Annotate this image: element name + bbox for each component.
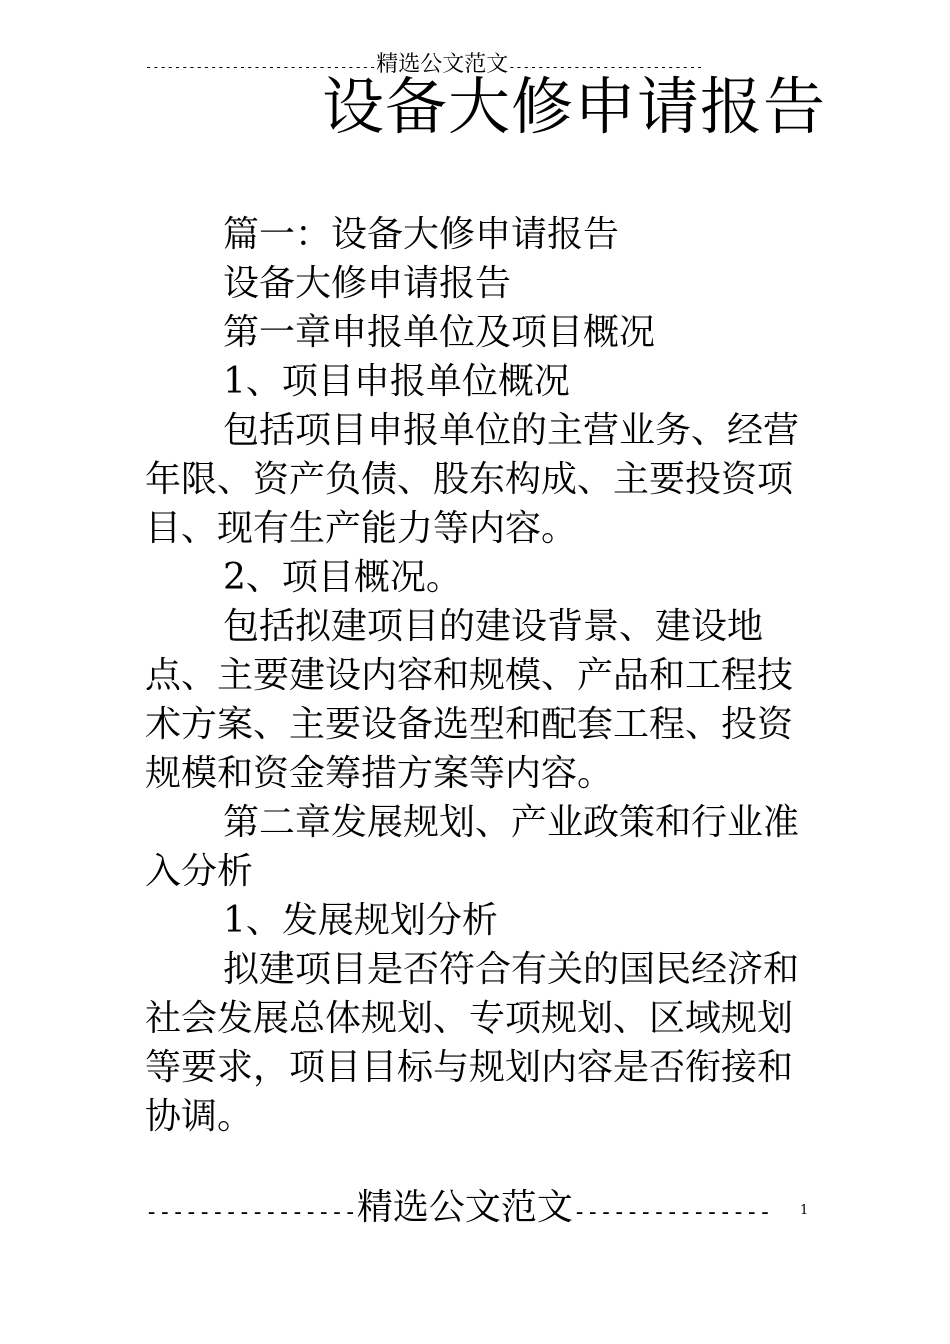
footer-dashes-left: ---------------- [145,1200,357,1225]
footer-text: 精选公文范文 [356,1187,573,1228]
document-title: 设备大修申请报告 [322,70,827,143]
page-footer [145,1186,785,1230]
footer-dashes-right: --------------- [572,1200,772,1225]
paragraph: 第二章发展规划、产业政策和行业准入分析 [145,802,800,892]
paragraph: 1、发展规划分析 [223,900,498,941]
header-dashes-left: -------------------------------- [145,60,377,74]
paragraph: 设备大修申请报告 [223,263,512,304]
paragraph: 拟建项目是否符合有关的国民经济和社会发展总体规划、专项规划、区域规划等要求，项目目标与规划内容是否衔接和协调。 [145,949,800,1137]
header-text: 精选公文范文 [376,52,509,77]
document-body [145,210,800,1141]
paragraph: 篇一：设备大修申请报告 [223,214,620,255]
paragraph: 1、项目申报单位概况 [223,361,570,402]
paragraph: 第一章申报单位及项目概况 [223,312,656,353]
paragraph: 包括拟建项目的建设背景、建设地点、主要建设内容和规模、产品和工程技术方案、主要设备选型和配套工程、投资规模和资金筹措方案等内容。 [145,606,794,794]
paragraph: 包括项目申报单位的主营业务、经营年限、资产负债、股东构成、主要投资项目、现有生产能力等内容。 [145,410,800,549]
page-number: 1 [800,1203,809,1218]
header-dashes-right: --------------------------- [508,60,704,74]
paragraph: 2、项目概况。 [223,557,462,598]
